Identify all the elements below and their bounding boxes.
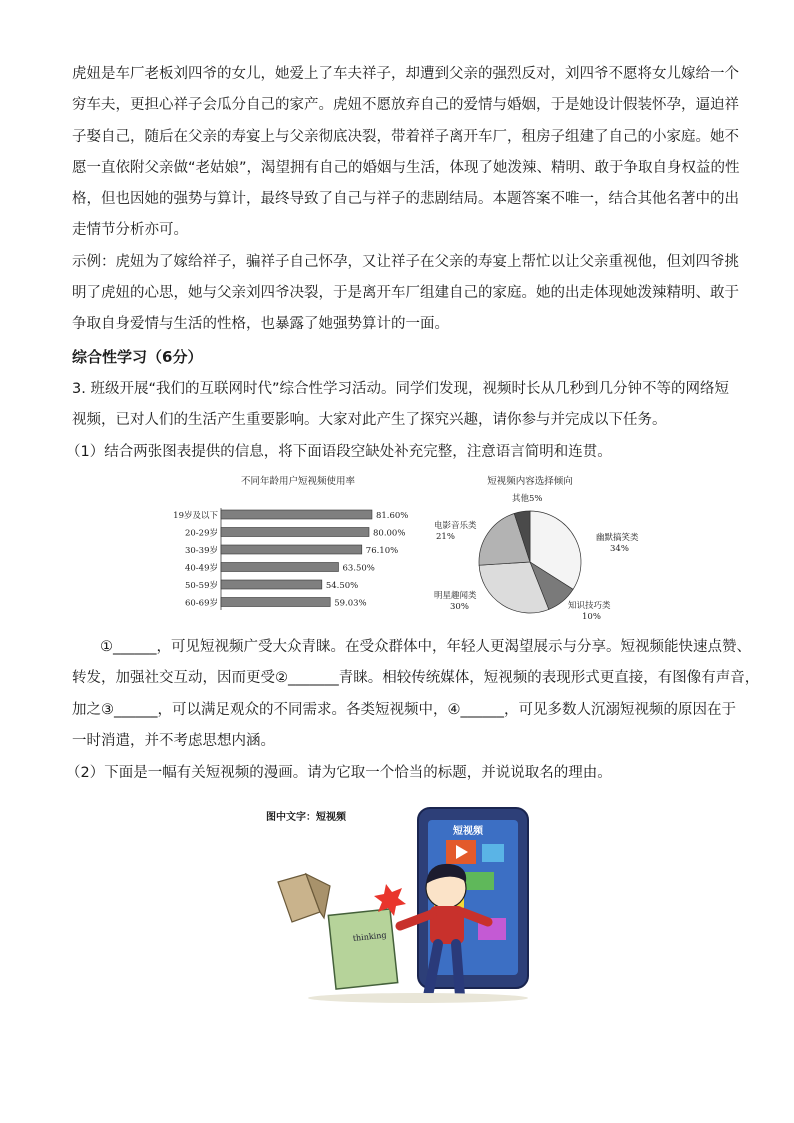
held-book xyxy=(328,909,397,989)
section-heading: 综合性学习（6分） xyxy=(72,348,203,366)
passage-line: 虎妞是车厂老板刘四爷的女儿，她爱上了车夫祥子，却遭到父亲的强烈反对，刘四爷不愿将女儿嫁给一个 xyxy=(72,66,739,82)
held-book-title: thinking xyxy=(352,930,387,943)
passage-line: 穷车夫，更担心祥子会瓜分自己的家产。虎妞不愿放弃自己的爱情与婚姻，于是她设计假装怀孕，逼迫祥 xyxy=(72,97,739,114)
age-usage-bar-chart xyxy=(150,470,410,620)
pie-chart-title: 短视频内容选择倾向 xyxy=(487,476,573,487)
question-2 xyxy=(66,758,716,789)
bar-category-label: 19岁及以下 xyxy=(173,511,218,521)
passage-line: 子娶自己，随后在父亲的寿宴上与父亲彻底决裂，带着祥子离开车厂，租房子组建了自己的小家庭。她不 xyxy=(72,128,739,145)
pie-value-label: 21% xyxy=(436,532,455,542)
bar-value-label: 80.00% xyxy=(373,528,406,539)
pie-value-label: 10% xyxy=(582,612,601,622)
pie-slice-label: 电影音乐类 xyxy=(434,521,477,531)
bar-value-label: 63.50% xyxy=(342,563,375,574)
question-line: 3. 班级开展“我们的互联网时代”综合性学习活动。同学们发现，视频时长从几秒到几分钟不等的网络短 xyxy=(72,381,729,397)
bar-value-label: 54.50% xyxy=(325,581,359,591)
question-2-line: （2）下面是一幅有关短视频的漫画。请为它取一个恰当的标题，并说说取名的理由。 xyxy=(66,765,612,781)
passage-line: 示例：虎妞为了嫁给祥子，骗祥子自己怀孕，又让祥子在父亲的寿宴上帮忙以让父亲重视他，但刘四爷挑 xyxy=(72,253,739,270)
bar-category-label: 60-69岁 xyxy=(184,598,218,609)
video-tile xyxy=(464,872,494,890)
bar xyxy=(221,563,338,572)
bar-value-label: 76.10% xyxy=(365,546,399,556)
passage-line: 格，但也因她的强势与算计，最终导致了自己与祥子的悲剧结局。本题答案不唯一，结合其他名著中的出 xyxy=(72,191,739,208)
passage-line: 愿一直依附父亲做“老姑娘”，渴望拥有自己的婚姻与生活，体现了她泼辣、精明、敢于争取自身权益的性 xyxy=(72,159,740,176)
content-preference-pie-chart xyxy=(420,470,640,630)
bar-category-label: 40-49岁 xyxy=(184,563,218,574)
passage-line: 争取自身爱情与生活的性格，也暴露了她强势算计的一面。 xyxy=(72,316,449,333)
question-stem xyxy=(66,374,729,468)
person-leg xyxy=(456,944,460,996)
bar-category-label: 20-29岁 xyxy=(184,528,218,539)
bar-value-label: 59.03% xyxy=(334,598,367,609)
pie-value-label: 34% xyxy=(610,544,629,554)
cartoon-caption: 图中文字：短视频 xyxy=(266,812,346,823)
phone-screen-title: 短视频 xyxy=(453,826,483,837)
fill-in-line: 一时消遣，并不考虑思想内涵。 xyxy=(72,732,275,749)
pie-slice-label: 幽默搞笑类 xyxy=(596,533,639,543)
passage-paragraph xyxy=(72,59,740,341)
fill-in-paragraph xyxy=(72,632,760,757)
bar xyxy=(221,598,330,607)
bar-category-label: 50-59岁 xyxy=(184,581,218,591)
passage-line: 明了虎妞的心思，她与父亲刘四爷决裂，于是离开车厂组建自己的家庭。她的出走体现她泼辣精明、敢于 xyxy=(72,285,739,302)
fill-in-line: 转发，加强社交互动，因而更受②_______青睐。相较传统媒体，短视频的表现形式更直接，有图像有声音， xyxy=(72,670,760,687)
pie-slice-label: 明星趣闻类 xyxy=(434,591,477,601)
pie-value-label: 30% xyxy=(450,602,469,612)
bar-value-label: 81.60% xyxy=(375,511,409,521)
passage-line: 走情节分析亦可。 xyxy=(72,222,188,239)
question-line: （1）结合两张图表提供的信息，将下面语段空缺处补充完整，注意语言简明和连贯。 xyxy=(66,443,612,460)
bar-category-label: 30-39岁 xyxy=(184,546,218,556)
pie-slice-label: 其他5% xyxy=(512,494,543,504)
bar xyxy=(221,580,322,589)
ground-shadow xyxy=(308,993,528,1003)
bar xyxy=(221,528,369,537)
bar xyxy=(221,545,362,554)
fill-in-line: ①______，可见短视频广受大众青睐。在受众群体中，年轻人更渴望展示与分享。短视频能快速点赞、 xyxy=(100,639,751,655)
fill-in-line: 加之③______，可以满足观众的不同需求。各类短视频中，④______，可见多数人沉溺短视频的原因在于 xyxy=(72,701,736,718)
short-video-cartoon xyxy=(268,800,540,1005)
bar-chart-title: 不同年龄用户短视频使用率 xyxy=(240,476,356,487)
video-tile xyxy=(482,844,504,862)
question-line: 视频，已对人们的生活产生重要影响。大家对此产生了探究兴趣，请你参与并完成以下任务。 xyxy=(72,412,667,429)
bar xyxy=(221,510,372,519)
pie-slice-label: 知识技巧类 xyxy=(568,601,611,611)
